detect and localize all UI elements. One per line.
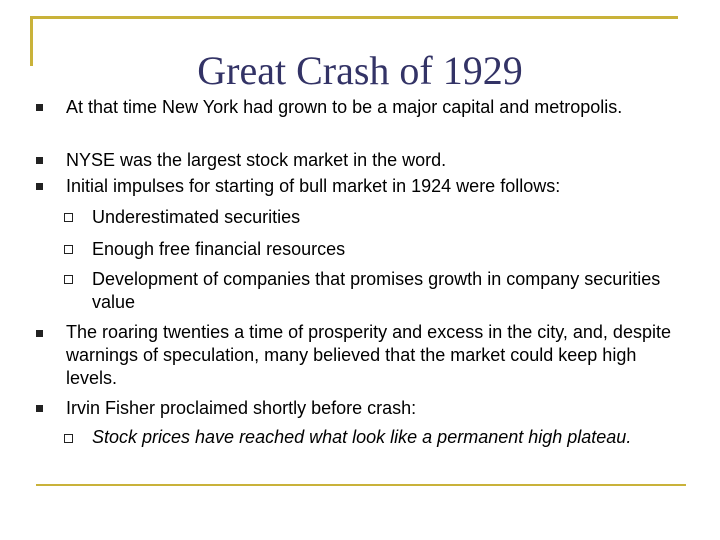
slide-title: Great Crash of 1929 [197,48,523,93]
bottom-rule [36,484,686,486]
bullet-marker [36,405,43,412]
bullet-marker [36,183,43,190]
bullet-marker [36,330,43,337]
sub-bullet-marker [64,434,73,443]
sub-bullet-marker [64,213,73,222]
sub-bullet-marker [64,275,73,284]
sub-bullet-marker [64,245,73,254]
bullet-item: Initial impulses for starting of bull market in 1924 were follows: [66,176,561,196]
sub-bullet-item: Development of companies that promises growth in company securities value [92,269,661,312]
bullet-item: NYSE was the largest stock market in the word. [66,150,447,170]
sub-bullet-item: Enough free financial resources [92,239,346,259]
bullet-marker [36,104,43,111]
sub-bullet-item: Underestimated securities [92,207,301,227]
bullet-item: At that time New York had grown to be a major capital and metropolis. [66,97,623,117]
bullet-item: Irvin Fisher proclaimed shortly before crash: [66,398,417,418]
bullet-marker [36,157,43,164]
bullet-item: The roaring twenties a time of prosperity and excess in the city, and, despite warnings of speculation, many believed that the market could keep high levels. [66,322,671,388]
quote-sub-bullet-item: Stock prices have reached what look like a permanent high plateau. [92,427,632,447]
